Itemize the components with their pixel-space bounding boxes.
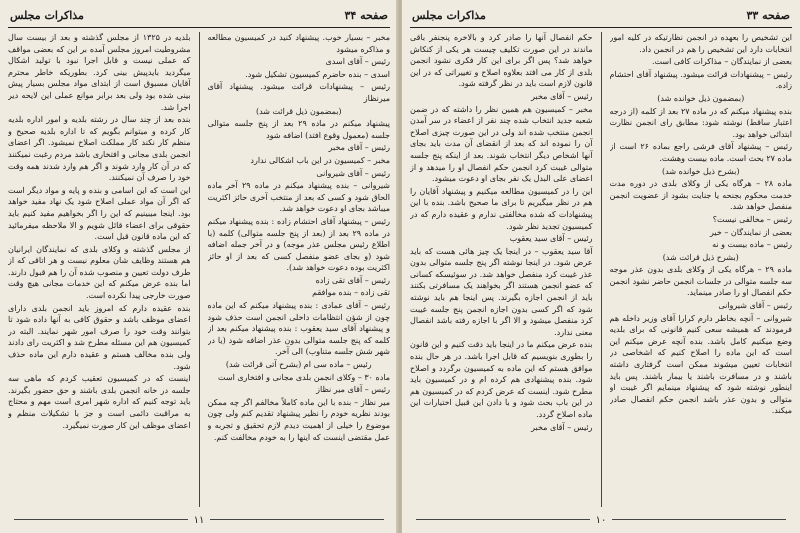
paragraph: رئیس – آقای اسدی [325, 57, 390, 67]
paragraph: اینست که در کمیسیون تعقیب کردم که ماهی سه جلسه در خانه انجمن بلدی باشند و حق حضور بگیرند. باید توجه کنیم که اداره شهر امری است مهم و محتاج به مراقبت دائمی است و جز با تشکیلات منظم و اعضای موظف این کار صورت نمیگیرد. [8, 374, 191, 430]
paragraph: بنده عقیده دارم که امروز باید انجمن بلدی دارای اعضای موظف باشد و حقوق کافی به آنها داده شود تا بتوانند وقت خود را صرف امور شهر نمایند. البته در کمیسیون هم این مسئله مطرح شد و اکثریت رای دادند ولی بنده مخالف هستم و عقیده دارم این ماده حذف شود. [8, 303, 191, 371]
paragraph: بنده عرض میکنم ما در اینجا باید دقت کنیم و این قانون را بطوری بنویسیم که قابل اجرا باشد. در هر حال بنده موافق هستم که این ماده به کمیسیون برگردد و اصلاح شود. بنده پیشنهادی هم کرده ام و در کمیسیون باید مطرح شود. اینست که عرض کردم که در کمیسیون هم در این باب بحث شود و با دادن این قبیل اختیارات این ماده اصلاح گردد. [410, 340, 593, 419]
right-header-page-label: صفحه ۳۳ [746, 8, 790, 22]
paragraph: از مجلس گذشته و وکلای بلدی که نمایندگان ایرانیان هم هستند وظایف شان معلوم نیست و هر اتاقی که از طرف دولت تعیین و منصوب شده آن را هم قبول دارند. اما بنده عرض میکنم که این خدمات مجانی هیچ وقت صورت خارجی پیدا نکرده است. [8, 244, 191, 301]
paragraph: رئیس – آقای مخبر [531, 422, 593, 432]
paragraph: (بشرح ذیل قرائت شد) [662, 252, 739, 262]
paragraph: (بمضمون ذیل قرائت شد) [255, 106, 342, 116]
paragraph: رئیس – پیشنهادات قرائت میشود. پیشنهاد آقای میرنظاز [207, 82, 390, 103]
paragraph: رئیس – آقای عمادی : بنده پیشنهاد میکنم که این ماده چون از شؤن انتظامات داخلی انجمن است حذف شود و پیشنهاد آقای سید یعقوب : بنده پیشنهاد میکنم بعد از کلمه که پنج جلسه متوالی بدون عذر اضافه شود (یا در شهر شش جلسه متناوب) الی آخر. [207, 301, 390, 357]
left-page-right-column [208, 32, 391, 507]
left-page-number: ۱۱ [193, 514, 205, 526]
paragraph: پیشنهاد میکنم در ماده ۲۹ بعد از پنج جلسه متوالی جلسه (معمول وقوع افتد) اضافه شود [207, 119, 390, 140]
left-header-page-label: صفحه ۳۴ [344, 8, 388, 22]
right-header-rule [410, 27, 792, 29]
paragraph: حکم انفصال آنها را صادر کرد و بالاخره پنجنفر باقی ماندند در این صورت تکلیف چیست هر یکی از کنکاش خواهد شد؟ پس اگر برای این کار فکری نشود انجمن بلدی از کار می افتد بعلاوه اصلاح و تغییراتی که در این قانون لازم است باید در نظر گرفته شود. [410, 33, 593, 89]
paragraph: رئیس – آقای شیروانی [718, 301, 792, 311]
paragraph: رئیس – آقای مخبر [531, 91, 593, 101]
paragraph: رئیس – آقای مخبر [328, 143, 390, 153]
paragraph: تقی زاده – بنده موافقم [312, 288, 390, 298]
right-column-divider [601, 32, 602, 507]
left-page-columns [8, 32, 390, 507]
paragraph: این را در کمیسیون مطالعه میکنیم و پیشنهاد آقایان را هم در نظر میگیریم تا برای ما صحیح باشد. بنده با این پیشنهادات که شده مخالفتی ندارم و عقیده دارم که در کمیسیون تجدید نظر شود. [410, 186, 593, 231]
paragraph: رئیس – آقای سید یعقوب [509, 234, 593, 244]
right-page-columns [410, 32, 792, 507]
paragraph: مخبر – کمیسیون در این باب اشکالی ندارد [250, 155, 390, 165]
paragraph: رئیس – ماده بیست و نه [712, 240, 792, 250]
paragraph: آقا سید یعقوب – در اینجا یک چیز هائی هست که باید عرض شود. در اینجا نوشته اگر پنج جلسه متوالی بدون عذر غیبت کرد منفصل خواهد شد. در سوئیسکه کسانی که عضو انجمن هستند اگر بخواهند یک مسافرتی بکنند باید از انجمن اجازه بگیرند. پس اینجا هم باید نوشته شود که اگر کسی بدون اجازه انجمن پنج جلسه غیبت کرد منفصل میشود و الا اگر با اجازه رفته باشد انفصال معنی ندارد. [410, 246, 593, 337]
paragraph: این تشخیص را بعهده در انجمن نظارتیکه در کلیه امور انتخابات دارد این تشخیص را هم در انجمن داد. [609, 33, 792, 54]
left-page-header [10, 6, 388, 24]
left-header-rule [8, 27, 390, 29]
paragraph: رئیس – آقای تقی زاده [315, 275, 390, 285]
left-page-left-column [8, 32, 191, 507]
left-page [0, 0, 398, 533]
left-column-divider [199, 32, 200, 507]
left-page-footer [8, 513, 390, 527]
paragraph: بنده پیشنهاد میکنم که در ماده ۲۷ بعد از کلمه (از درجه اعتبار ساقط) نوشته شود: مطابق رای انجمن نظارت ابتدائی خواهد بود. [609, 106, 792, 139]
paragraph: میر نظاز – بنده با این ماده کاملاً مخالفم اگر چه ممکن بودند نظریه خودم را نظیر پیشنهاد تقدیم کنم ولی چون موضوع را خیلی از اهمیت دیدم لازم تحقیق و تجربه و عمل مقتضی اینست که اینها را به خودم مخالفت کنم. [207, 397, 390, 442]
right-page-footer [410, 513, 792, 527]
paragraph: بنده بعد از چند سال در رشته بلدیه و امور اداره بلدیه کار کرده و میتوانم بگویم که تا اداره بلدیه صحیح و منظم کار نکند کار مملکت اصلاح نمیشود. اگر اعضای انجمن بلدی مجانی و افتخاری باشد مردم رغبت نمیکنند که در آن کار وارد شوند و اگر هم وارد شدند همه وقت خود را صرف آن نمیکنند. [8, 115, 191, 183]
paragraph: رئیس – پیشنهاد آقای احتشام زاده : بنده پیشنهاد میکنم در ماده ۲۹ بعد از (بعد از پنج جلسه متوالی) کلمه (با اطلاع رئیس مجلس عذر موجه) و در آخر جمله اضافه شود (و بجای عضو منفصل کسی که بعد از او حائز اکثریت بوده دعوت خواهد شد). [207, 216, 390, 273]
paragraph: ماده ۲۸ – هرگاه یکی از وکلای بلدی در دوره مدت خدمت محکوم بجنحه یا جنایت بشود از عضویت انجمن منفصل خواهد شد. [609, 179, 792, 212]
right-page-left-column [410, 32, 593, 507]
left-header-title: مذاکرات مجلس [10, 8, 84, 22]
paragraph: ماده ۳۰ – وکلای انجمن بلدی مجانی و افتخاری است [218, 372, 390, 382]
paragraph: بعضی از نمایندگان – مذاکرات کافی است. [651, 57, 792, 67]
paragraph: شیروانی – بنده پیشنهاد میکنم در ماده ۲۹ آخر ماده الحاق شود و کسی که بعد از منتخب آخری حائز اکثریت میباشد بجای او دعوت خواهد شد. [207, 181, 390, 214]
footer-rule [416, 519, 590, 521]
paragraph: (بمضمون ذیل خوانده شد) [657, 93, 745, 103]
paragraph: (بشرح ذیل خوانده شد) [662, 166, 740, 176]
paragraph: ماده ۲۹ – هرگاه یکی از وکلای بلدی بدون عذر موجه سه جلسه متوالی در جلسات انجمن حاضر نشود انجمن حکم انفصال او را صادر مینماید. [609, 265, 792, 298]
paragraph: اسدی – بنده حاضرم کمیسیون تشکیل شود. [245, 69, 390, 79]
paragraph: شیروانی – آنچه بخاطر دارم کرارا آقای وزیر داخله هم فرمودند که همیشه سعی کنیم قانونی که برای بلدیه وضع میکنیم کامل باشد. بنده آنچه عرض میکنم این است که این ماده را اصلاح کنیم که اشخاصی در انتخابات تعیین میشوند ممکن است گرفتاری داشته باشند و در مسافرت باشند یا بیمار باشند. پس باید اینطور نوشته شود که پیشنهاد مینمایم اگر غیبت او متوالی و بدون عذر باشد انجمن حکم انفصال صادر میکند. [609, 313, 792, 416]
paragraph: رئیس – پیشنهادات قرائت میشود. پیشنهاد آقای احتشام زاده. [609, 69, 792, 91]
paragraph: مخبر – کمیسیون هم همین نظر را داشته که در ضمن شعبه جدید انتخاب شده چند نفر از اعضاء در سر آمدن انجمن منتخب شده اند ولی در این صورت چیزی اصلاح آن را نموده اند که بعد از انقضای آن مدت باید بجای آنها اشخاص دیگر انتخاب شوند. بعد از اینکه پنج جلسه متوالی غیبت کرد انجمن حکم انفصال او را میدهد و از اعضای علی البدل یک نفر بجای او دعوت میشود. [410, 104, 593, 184]
right-header-title: مذاکرات مجلس [412, 8, 486, 22]
footer-rule [612, 519, 786, 521]
paragraph: رئیس – ماده سی ام (بشرح آتی قرائت شد) [225, 360, 372, 370]
paragraph: بلدیه در ۱۳۲۵ از مجلس گذشته و بعد از بیست سال مشروطیت امروز مجلس آمده بر این که بعضی مواقف که عملی نیست و قابل اجرا نبود با تولید اشکال میگردید بایدپیش بینی کرد. بطوریکه خاطر محترم آقایان مسبوق است از ابتدای مواد مجلس بسیار پیش بینی شده بود ولی بعد برابر موانع عملی این لایحه دیر اجرا شد. [8, 33, 191, 112]
right-page-right-column [610, 32, 793, 507]
paragraph: رئیس – پیشنهاد آقای فرشی راجع بماده ۲۶ است از ماده ۲۷ بحث است. ماده بیست وهشت. [609, 142, 792, 163]
paragraph: مخبر – بسیار خوب. پیشنهاد کنید در کمیسیون مطالعه و مذاکره میشود [207, 33, 390, 54]
footer-rule [14, 519, 188, 521]
paragraph: رئیس – آقای شیروانی [316, 168, 390, 178]
right-page-number: ۱۰ [595, 514, 607, 526]
right-page [402, 0, 800, 533]
paragraph: بعضی از نمایندگان – خیر [710, 227, 792, 237]
paragraph: این است که این اسامی و بنده و پایه و مواد دیگر است که اگر آن مواد عملی اصلاح شود یک نهاد مفید خواهد بود. اینجا میبینیم که این را اگر بخواهیم مفید کنیم باید حقوقی برای اعضاء قائل شویم و الا ملاحظه میفرمائید که این ماده قانون قبل است. [8, 185, 191, 242]
paragraph: رئیس – آقای میر نظاز [316, 385, 390, 395]
paragraph: رئیس – مخالفی نیست؟ [712, 214, 792, 224]
right-page-header [412, 6, 790, 24]
footer-rule [210, 519, 384, 521]
